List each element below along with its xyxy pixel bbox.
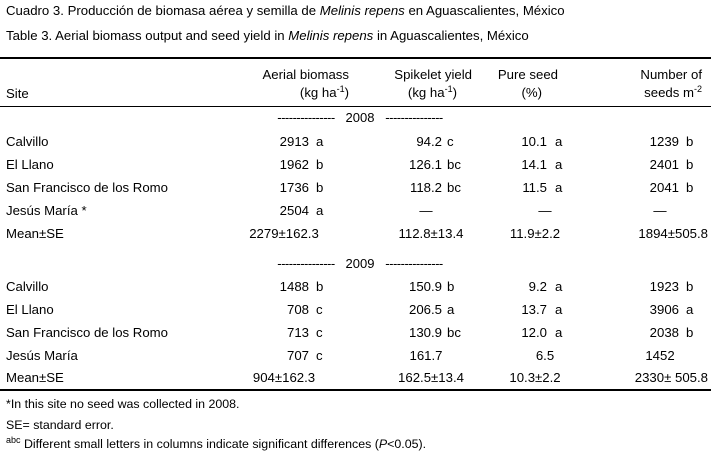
row-site: Mean±SE	[6, 370, 64, 385]
row-site: Jesús María	[6, 348, 78, 363]
footnote-se: SE= standard error.	[6, 418, 114, 432]
header-aerial-biomass-unit: (kg $ha^{-1}$)	[299, 84, 349, 100]
caption-es-suffix: en Aguascalientes, México	[404, 3, 565, 18]
header-number-of-seeds-unit: seeds $m^{-2}$	[644, 84, 702, 100]
table-row-mean: Mean±SE 2279±162.3 112.8±13.4 11.9±2.2 1894±505.8	[6, 226, 708, 241]
row-site: Calvillo	[6, 279, 49, 294]
table-row: Jesús María * 2504 a — — —	[6, 203, 667, 218]
table-row: San Francisco de los Romo 1736 b 118.2 bc 11.5 a 2041 b	[6, 180, 694, 195]
table-top-rule	[0, 57, 711, 59]
footnote-letters: $^{abc}$ Different small letters in columns indicate significant differences (P<0.05).	[6, 435, 427, 451]
row-site: El Llano	[6, 157, 54, 172]
header-aerial-biomass: Aerial biomass	[262, 67, 349, 82]
year-divider-2009: --------------- 2009 ---------------	[277, 256, 443, 271]
table-row: El Llano 708 c 206.5 a 13.7 a 3906 a	[6, 302, 694, 317]
table-row: San Francisco de los Romo 713 c 130.9 bc 12.0 a 2038 b	[6, 325, 694, 340]
caption-english	[6, 28, 529, 43]
year-divider-2008: --------------- 2008 ---------------	[277, 110, 443, 125]
row-site: San Francisco de los Romo	[6, 325, 168, 340]
footnote-no-seed: *In this site no seed was collected in 2008.	[6, 397, 240, 411]
table-row: Jesús María 707 c 161.7 6.5 1452	[6, 348, 675, 363]
header-number-of-seeds: Number of	[640, 67, 702, 82]
caption-en-text: Table 3. Aerial biomass output and seed yield in	[6, 28, 289, 43]
table-row-mean: Mean±SE 904±162.3 162.5±13.4 10.3±2.2 2330± 505.8	[6, 370, 708, 385]
table-row: El Llano 1962 b 126.1 bc 14.1 a 2401 b	[6, 157, 694, 172]
year-label: 2008	[345, 110, 375, 125]
caption-es-text: Cuadro 3. Producción de biomasa aérea y semilla de	[6, 3, 320, 18]
caption-en-suffix: in Aguascalientes, México	[373, 28, 529, 43]
row-site: San Francisco de los Romo	[6, 180, 168, 195]
caption-en-species: Melinis repens	[288, 28, 374, 43]
caption-spanish	[6, 3, 565, 18]
table-row: Calvillo 2913 a 94.2 c 10.1 a 1239 b	[6, 134, 694, 149]
header-pure-seed-unit: (%)	[521, 85, 542, 100]
row-site: El Llano	[6, 302, 54, 317]
caption-es-species: Melinis repens	[319, 3, 405, 18]
row-site: Calvillo	[6, 134, 49, 149]
table-header-rule	[0, 106, 711, 107]
row-site: Mean±SE	[6, 226, 64, 241]
header-pure-seed: Pure seed	[497, 67, 558, 82]
row-site: Jesús María *	[6, 203, 87, 218]
header-spikelet-yield-unit: (kg $ha^{-1}$)	[407, 84, 457, 100]
table-bottom-rule	[0, 389, 711, 391]
header-spikelet-yield: Spikelet yield	[394, 67, 472, 82]
table-row: Calvillo 1488 b 150.9 b 9.2 a 1923 b	[6, 279, 694, 294]
header-site: Site	[6, 86, 29, 101]
year-label: 2009	[345, 256, 375, 271]
